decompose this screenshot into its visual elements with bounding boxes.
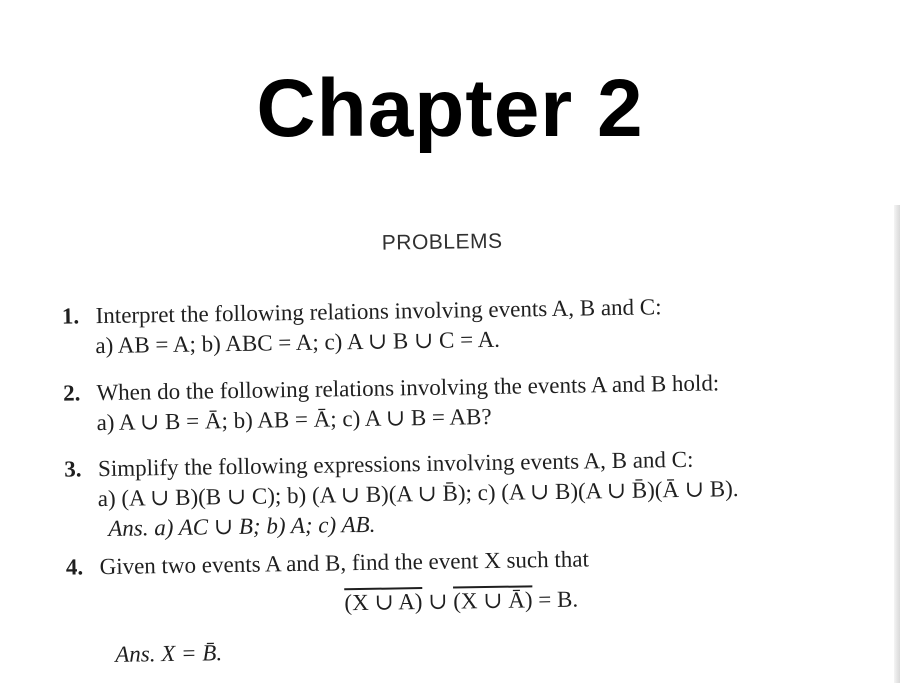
problem-4-equation xyxy=(344,587,578,617)
problem-3 xyxy=(64,447,739,548)
problem-number: 2. xyxy=(62,380,81,406)
answer-text: Ans. X = B̄. xyxy=(115,640,223,667)
problem-parts: a) (A ∪ B)(B ∪ C); b) (A ∪ B)(A ∪ B̄); c) (A ∪ B)(A ∪ B̄)(Ā ∪ B). xyxy=(97,476,739,512)
problem-4 xyxy=(66,547,589,585)
equation-result: = B. xyxy=(532,586,579,613)
problem-parts: a) AB = A; b) ABC = A; c) A ∪ B ∪ C = A. xyxy=(95,326,501,359)
problem-statement: Simplify the following expressions involving events A, B and C: xyxy=(97,446,694,482)
problem-number: 1. xyxy=(61,303,80,329)
problem-statement: Given two events A and B, find the event X such that xyxy=(99,546,590,580)
problem-4-answer xyxy=(115,640,222,668)
equation-term-left: (X ∪ A) xyxy=(344,589,423,616)
problem-statement: Interpret the following relations involving events A, B and C: xyxy=(95,294,662,329)
chapter-title: Chapter 2 xyxy=(256,63,644,154)
problems-page xyxy=(40,181,900,682)
equation-union: ∪ xyxy=(422,588,454,615)
problem-statement: When do the following relations involving the events A and B hold: xyxy=(96,370,720,406)
section-heading: PROBLEMS xyxy=(381,229,503,255)
problem-number: 3. xyxy=(64,456,82,482)
answer-text: Ans. a) AC ∪ B; b) A; c) AB. xyxy=(108,511,376,541)
problem-2 xyxy=(63,371,720,441)
problem-1 xyxy=(62,295,663,364)
equation-term-right: (X ∪ Ā) xyxy=(453,587,533,614)
problem-number: 4. xyxy=(65,554,84,580)
problem-parts: a) A ∪ B = Ā; b) AB = Ā; c) A ∪ B = AB? xyxy=(96,403,492,436)
